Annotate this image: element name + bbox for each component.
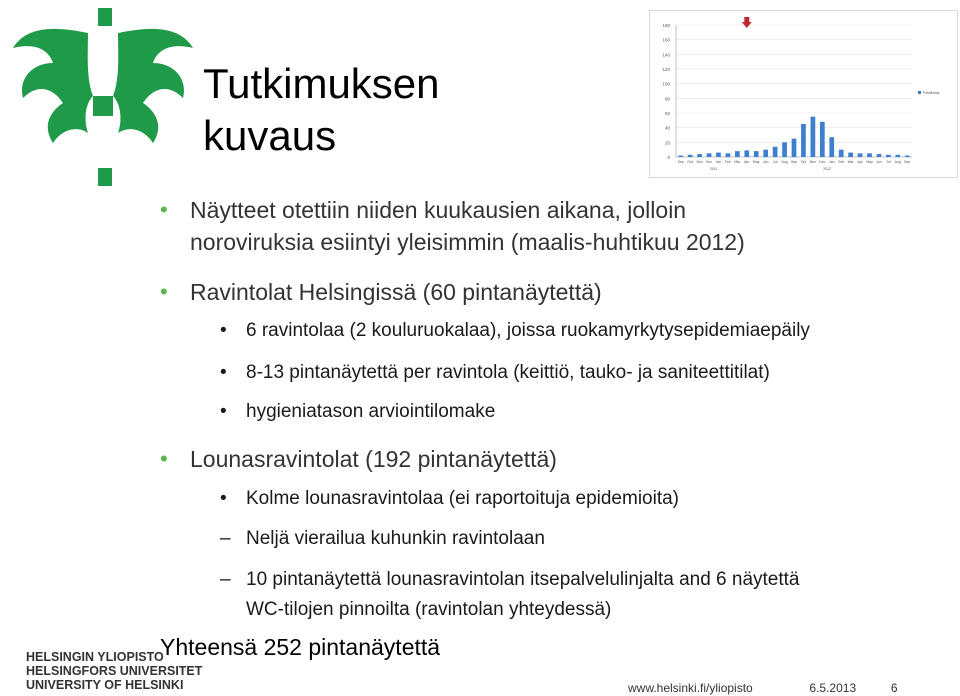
chart-bar	[895, 155, 900, 157]
bullet-marker: •	[220, 362, 227, 383]
chart-bar	[811, 117, 816, 157]
y-tick-label: 20	[664, 140, 670, 146]
y-tick-label: 100	[662, 81, 670, 87]
university-name-fi: HELSINGIN YLIOPISTO	[26, 650, 164, 664]
chart-bar	[792, 139, 797, 157]
university-name-en: UNIVERSITY OF HELSINKI	[26, 678, 184, 692]
chart-bar	[782, 142, 787, 157]
bullet-text: 8-13 pintanäytettä per ravintola (keittiö, tauko- ja saniteettitilat)	[246, 362, 770, 383]
chart-bar	[735, 151, 740, 157]
chart-bar	[886, 155, 891, 157]
x-tick-label: Aug	[894, 160, 901, 164]
bullet-text: Kolme lounasravintolaa (ei raportoituja epidemioita)	[246, 488, 680, 509]
footer-url: www.helsinki.fi/yliopisto	[628, 681, 753, 695]
y-tick-label: 140	[662, 52, 670, 58]
chart-bar	[867, 153, 872, 157]
chart-bar	[839, 150, 844, 157]
chart-bar	[801, 124, 806, 157]
x-tick-label: Dec	[819, 160, 826, 164]
bullet-text: 6 ravintolaa (2 kouluruokalaa), joissa ruokamyrkytysepidemiaepäily	[246, 320, 810, 341]
title-line-2: kuvaus	[203, 112, 337, 159]
bullet-marker: •	[220, 488, 227, 509]
x-tick-label: May	[752, 160, 760, 164]
x-tick-label: Nov	[809, 160, 816, 164]
chart-bar	[744, 150, 749, 157]
bullet-text: Lounasravintolat (192 pintanäytettä)	[190, 446, 557, 472]
y-tick-label: 60	[664, 111, 670, 116]
y-tick-label: 180	[662, 23, 670, 28]
x-tick-label: Feb	[838, 160, 845, 164]
chart-bar	[848, 153, 853, 157]
x-tick-label: Sep	[677, 160, 684, 164]
chart-bar	[829, 137, 834, 157]
x-tick-label: Mar	[734, 160, 741, 164]
x-tick-label: Jun	[762, 160, 769, 164]
norovirus-chart	[649, 10, 958, 178]
chart-bar	[773, 147, 778, 157]
x-tick-label: Sep	[790, 160, 798, 164]
chart-bar	[754, 151, 759, 157]
x-tick-label: Sep	[904, 160, 911, 164]
dash-marker: –	[220, 528, 231, 549]
page-title	[203, 58, 440, 162]
x-tick-label: Jun	[876, 160, 882, 164]
x-tick-label: Oct	[800, 160, 807, 164]
bullet-marker: •	[220, 320, 227, 341]
red-arrow-icon	[742, 17, 752, 28]
bullet-marker: •	[220, 401, 227, 422]
x-tick-label: Feb	[724, 160, 731, 164]
chart-bar	[726, 153, 731, 157]
bullet-marker: •	[160, 197, 168, 222]
y-tick-label: 0	[667, 155, 670, 160]
footer	[628, 681, 898, 695]
chart-svg	[650, 11, 957, 177]
x-tick-label: Mar	[847, 160, 854, 164]
y-tick-label: 80	[664, 96, 670, 102]
university-logo	[8, 8, 193, 188]
chart-bar	[905, 156, 910, 157]
chart-bar	[697, 154, 702, 157]
bullet-text: Ravintolat Helsingissä (60 pintanäytettä)	[190, 279, 602, 305]
x-tick-label: Jan	[828, 160, 835, 164]
footer-page-number: 6	[890, 681, 898, 695]
x-tick-label: Apr	[744, 160, 750, 164]
x-tick-label: Nov	[696, 160, 703, 164]
x-tick-label: Oct	[687, 160, 693, 164]
x-tick-label: Dec	[705, 160, 713, 164]
y-tick-label: 40	[664, 125, 670, 131]
legend-swatch	[918, 91, 921, 94]
university-name	[26, 650, 202, 692]
chart-bar	[858, 153, 863, 157]
y-tick-label: 160	[662, 37, 670, 43]
year-label: 2012	[823, 167, 831, 171]
bullet-text: hygieniatason arviointilomake	[246, 401, 496, 422]
chart-bar	[707, 153, 712, 157]
chart-bar	[763, 150, 768, 157]
x-tick-label: Jan	[715, 160, 722, 164]
legend-label: Positiivisia	[923, 91, 940, 95]
chart-bar	[820, 122, 825, 157]
title-line-1: Tutkimuksen	[203, 60, 440, 107]
bullet-text-line-2: WC-tilojen pinnoilta (ravintolan yhteydessä)	[246, 599, 612, 620]
bullet-text: Neljä vierailua kuhunkin ravintolaan	[246, 528, 545, 549]
chart-bar	[678, 156, 683, 157]
chart-bar	[877, 154, 882, 157]
x-tick-label: Apr	[857, 160, 863, 164]
bullet-text-line-2: noroviruksia esiintyi yleisimmin (maalis-huhtikuu 2012)	[190, 229, 745, 255]
university-name-sv: HELSINGFORS UNIVERSITET	[26, 664, 203, 678]
y-tick-label: 120	[662, 67, 670, 72]
bullet-marker: •	[160, 446, 168, 471]
chart-bar	[688, 155, 693, 157]
bullet-text-line-1: 10 pintanäytettä lounasravintolan itsepalvelulinjalta and 6 näytettä	[246, 569, 800, 590]
x-tick-label: Aug	[781, 160, 788, 164]
x-tick-label: Jul	[886, 160, 891, 164]
total-samples: Yhteensä 252 pintanäytettä	[160, 634, 441, 660]
year-label: 2011	[709, 167, 718, 171]
dash-marker: –	[220, 569, 231, 590]
x-tick-label: Jul	[772, 160, 778, 164]
x-tick-label: May	[866, 160, 873, 164]
chart-bar	[716, 153, 721, 157]
footer-date: 6.5.2013	[809, 681, 857, 695]
bullet-marker: •	[160, 279, 168, 304]
bullet-text-line-1: Näytteet otettiin niiden kuukausien aikana, jolloin	[190, 197, 687, 223]
